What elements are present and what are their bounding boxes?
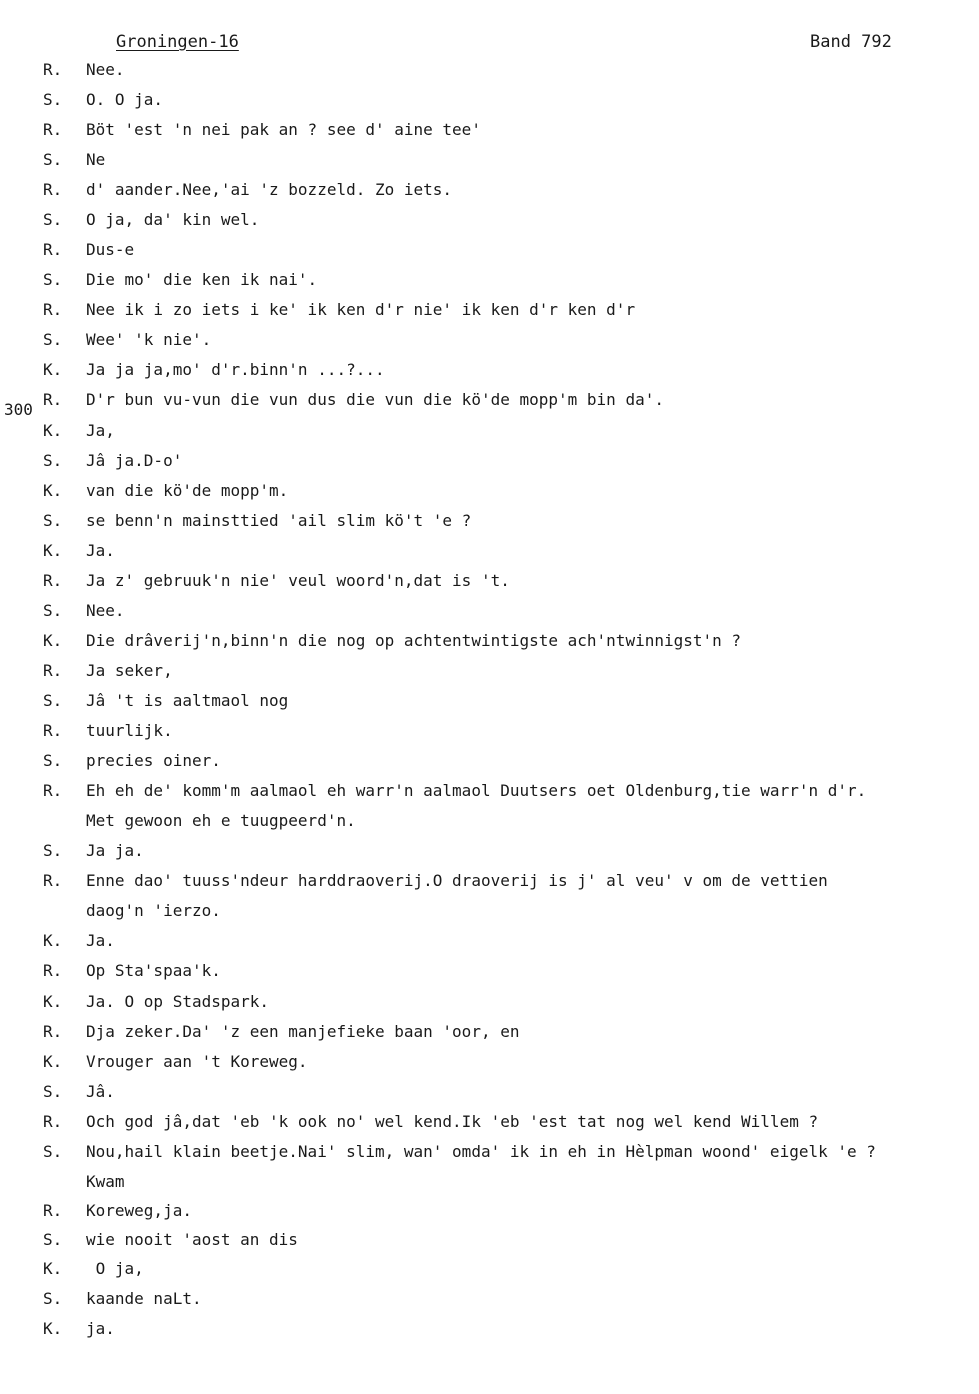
speaker-label: S.: [43, 270, 63, 289]
speaker-label: S.: [43, 1230, 63, 1249]
transcript-line: [0, 931, 979, 961]
utterance-text: d' aander.Nee,'ai 'z bozzeld. Zo iets.: [86, 180, 453, 199]
speaker-label: K.: [43, 541, 63, 560]
speaker-label: S.: [43, 691, 63, 710]
speaker-label: R.: [43, 240, 63, 259]
transcript-line: [0, 1201, 979, 1231]
utterance-text: Kwam: [86, 1172, 125, 1191]
speaker-label: R.: [43, 390, 63, 409]
transcript-line: [0, 300, 979, 330]
speaker-label: K.: [43, 631, 63, 650]
utterance-text: O ja, da' kin wel.: [86, 210, 260, 229]
utterance-text: van die kö'de mopp'm.: [86, 481, 289, 500]
utterance-text: ja.: [86, 1319, 115, 1338]
transcript-line: [0, 1022, 979, 1052]
utterance-text: Wee' 'k nie'.: [86, 330, 212, 349]
margin-note: 300: [4, 400, 33, 419]
speaker-label: R.: [43, 120, 63, 139]
utterance-text: Nee.: [86, 601, 125, 620]
utterance-text: Enne dao' tuuss'ndeur harddraoverij.O draoverij is j' al veu' v om de vettien: [86, 871, 828, 890]
utterance-text: Ja. O op Stadspark.: [86, 992, 270, 1011]
utterance-text: Nou,hail klain beetje.Nai' slim, wan' omda' ik in eh in Hèlpman woond' eigelk 'e ?: [86, 1142, 876, 1161]
utterance-text: Ja.: [86, 541, 115, 560]
speaker-label: R.: [43, 961, 63, 980]
utterance-text: kaande naLt.: [86, 1289, 202, 1308]
speaker-label: K.: [43, 1259, 63, 1278]
transcript-line: [0, 1142, 979, 1172]
speaker-label: S.: [43, 1082, 63, 1101]
transcript-line: [0, 631, 979, 661]
speaker-label: R.: [43, 1022, 63, 1041]
speaker-label: S.: [43, 330, 63, 349]
transcript-line: [0, 180, 979, 210]
utterance-text: Die drâverij'n,binn'n die nog op achtentwintigste ach'ntwinnigst'n ?: [86, 631, 742, 650]
transcript-line: [0, 811, 979, 841]
utterance-text: Ja,: [86, 421, 115, 440]
transcript-line: [0, 571, 979, 601]
utterance-text: Ja seker,: [86, 661, 173, 680]
transcript-line: [0, 421, 979, 451]
transcript-line: [0, 1259, 979, 1289]
utterance-text: tuurlijk.: [86, 721, 173, 740]
speaker-label: K.: [43, 481, 63, 500]
utterance-text: Ja.: [86, 931, 115, 950]
utterance-text: D'r bun vu-vun die vun dus die vun die kö'de mopp'm bin da'.: [86, 390, 664, 409]
utterance-text: O ja,: [86, 1259, 144, 1278]
speaker-label: R.: [43, 871, 63, 890]
utterance-text: Nee ik i zo iets i ke' ik ken d'r nie' ik ken d'r ken d'r: [86, 300, 636, 319]
utterance-text: Ja ja.: [86, 841, 144, 860]
utterance-text: Op Sta'spaa'k.: [86, 961, 221, 980]
transcript-line: [0, 511, 979, 541]
transcript-line: [0, 210, 979, 240]
speaker-label: K.: [43, 421, 63, 440]
transcript-line: [0, 240, 979, 270]
transcript-line: [0, 451, 979, 481]
transcript-line: [0, 961, 979, 991]
speaker-label: R.: [43, 571, 63, 590]
utterance-text: daog'n 'ierzo.: [86, 901, 221, 920]
transcript-line: [0, 992, 979, 1022]
utterance-text: precies oiner.: [86, 751, 221, 770]
speaker-label: K.: [43, 360, 63, 379]
transcript-line: [0, 871, 979, 901]
transcript-line: [0, 481, 979, 511]
utterance-text: Vrouger aan 't Koreweg.: [86, 1052, 308, 1071]
utterance-text: Ja z' gebruuk'n nie' veul woord'n,dat is 't.: [86, 571, 510, 590]
speaker-label: R.: [43, 180, 63, 199]
speaker-label: R.: [43, 661, 63, 680]
speaker-label: S.: [43, 841, 63, 860]
speaker-label: S.: [43, 90, 63, 109]
speaker-label: R.: [43, 781, 63, 800]
transcript-line: [0, 601, 979, 631]
transcript-line: [0, 120, 979, 150]
utterance-text: Böt 'est 'n nei pak an ? see d' aine tee': [86, 120, 481, 139]
speaker-label: R.: [43, 60, 63, 79]
speaker-label: K.: [43, 992, 63, 1011]
speaker-label: K.: [43, 1319, 63, 1338]
transcript-line: [0, 330, 979, 360]
utterance-text: wie nooit 'aost an dis: [86, 1230, 298, 1249]
utterance-text: Koreweg,ja.: [86, 1201, 192, 1220]
utterance-text: Jâ ja.D-o': [86, 451, 183, 470]
utterance-text: Ja ja ja,mo' d'r.binn'n ...?...: [86, 360, 385, 379]
transcript-line: [0, 1319, 979, 1349]
utterance-text: Nee.: [86, 60, 125, 79]
document-title: Groningen-16: [116, 32, 239, 52]
transcript-line: [0, 721, 979, 751]
transcript-line: [0, 1052, 979, 1082]
utterance-text: Jâ.: [86, 1082, 115, 1101]
band-number: Band 792: [810, 32, 892, 52]
speaker-label: R.: [43, 300, 63, 319]
transcript-line: [0, 751, 979, 781]
speaker-label: S.: [43, 150, 63, 169]
transcript-line: [0, 150, 979, 180]
utterance-text: Dus-e: [86, 240, 135, 259]
utterance-text: Dja zeker.Da' 'z een manjefieke baan 'oor, en: [86, 1022, 520, 1041]
speaker-label: R.: [43, 1112, 63, 1131]
utterance-text: se benn'n mainsttied 'ail slim kö't 'e ?: [86, 511, 472, 530]
transcript-line: [0, 270, 979, 300]
utterance-text: O. O ja.: [86, 90, 164, 109]
transcript-line: [0, 1172, 979, 1202]
transcript-line: [0, 781, 979, 811]
transcript-line: [0, 1112, 979, 1142]
transcript-line: [0, 360, 979, 390]
transcript-line: [0, 1230, 979, 1260]
utterance-text: Die mo' die ken ik nai'.: [86, 270, 318, 289]
speaker-label: R.: [43, 1201, 63, 1220]
speaker-label: K.: [43, 931, 63, 950]
utterance-text: Eh eh de' komm'm aalmaol eh warr'n aalmaol Duutsers oet Oldenburg,tie warr'n d'r.: [86, 781, 867, 800]
transcript-line: [0, 1082, 979, 1112]
speaker-label: R.: [43, 721, 63, 740]
speaker-label: S.: [43, 601, 63, 620]
transcript-line: [0, 841, 979, 871]
speaker-label: S.: [43, 751, 63, 770]
transcript-line: [0, 661, 979, 691]
transcript-line: [0, 90, 979, 120]
transcript-line: [0, 901, 979, 931]
transcript-line: [0, 541, 979, 571]
speaker-label: S.: [43, 511, 63, 530]
speaker-label: S.: [43, 1142, 63, 1161]
speaker-label: S.: [43, 210, 63, 229]
utterance-text: Jâ 't is aaltmaol nog: [86, 691, 289, 710]
transcript-line: [0, 691, 979, 721]
speaker-label: S.: [43, 451, 63, 470]
utterance-text: Och god jâ,dat 'eb 'k ook no' wel kend.Ik 'eb 'est tat nog wel kend Willem ?: [86, 1112, 819, 1131]
speaker-label: S.: [43, 1289, 63, 1308]
transcript-line: [0, 60, 979, 90]
transcript-line: [0, 1289, 979, 1319]
transcript-line: [0, 390, 979, 420]
utterance-text: Met gewoon eh e tuugpeerd'n.: [86, 811, 356, 830]
utterance-text: Ne: [86, 150, 106, 169]
speaker-label: K.: [43, 1052, 63, 1071]
